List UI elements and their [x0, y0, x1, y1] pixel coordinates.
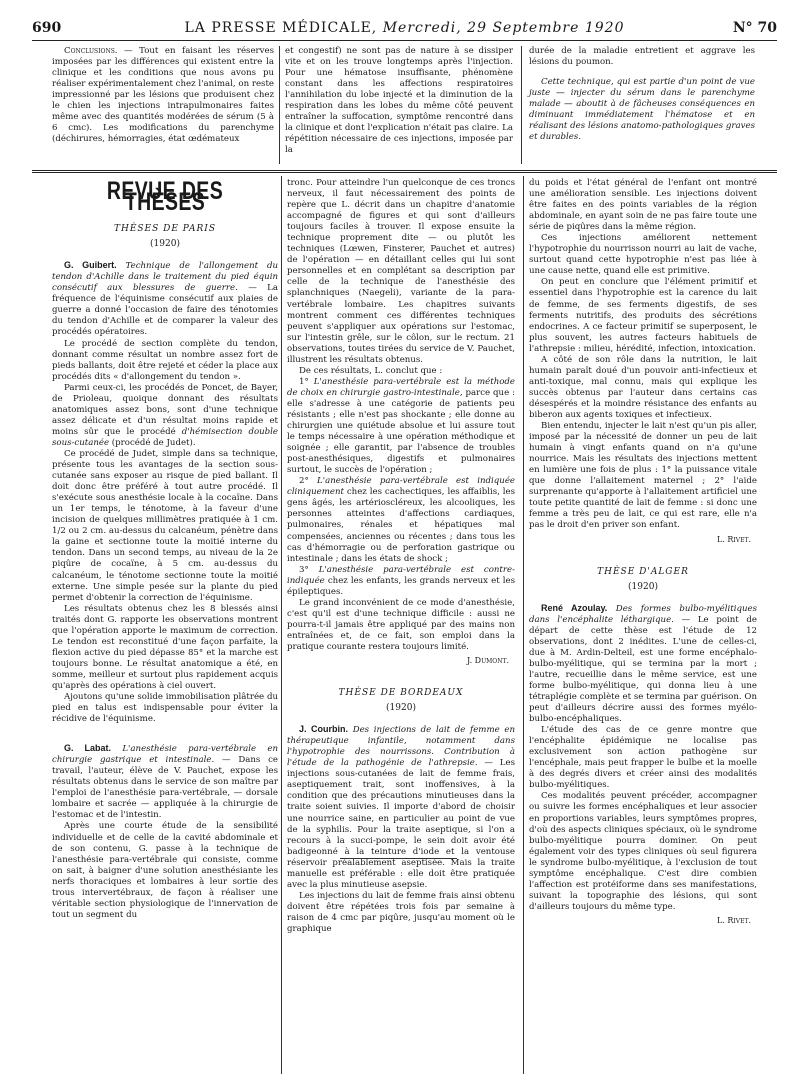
section-heading: THÈSES DE PARIS	[113, 224, 217, 235]
paragraph: 3° L'anesthésie para-vertébrale est contre-indiquée chez les enfants, les grands nerveux et les épileptiques.	[287, 564, 515, 597]
section-year: (1920)	[386, 703, 416, 714]
section-year: (1920)	[628, 581, 658, 592]
paragraph: Ces modalités peuvent précéder, accompagner ou suivre les formes encéphaliques et leur associer en proportions variables, leurs symptômes propres, d'où des aspects cliniques spéciaux, où le syndrome bulbo-myélitique pourra dominer. On peut également voir des types cliniques où seul figurera le syndrome bulbo-myélitique, à l'exclusion de tout symptôme encéphalique. C'est dire combien l'affection est protéiforme dans ses manifestations, suivant la topographie des lésions, qui sont d'ailleurs toujours du même type.	[529, 791, 757, 912]
thesis-title: Des injections de lait de femme en thérapeutique infantile, notamment dans l'hypotrophie des nourrissons. Contribution à l'étude de la pathogénie de l'athrepsie.	[287, 725, 516, 769]
paragraph: Le grand inconvénient de ce mode d'anesthésie, c'est qu'il est d'une technique difficile : aussi ne pourra-t-il jamais être appliqué par des mains non entraînées et, de ce fait, son emploi dans la pratique courante restera toujours limité.	[287, 597, 515, 652]
top-col3-text: durée de la maladie entretient et aggrave les lésions du poumon.	[529, 46, 755, 68]
section-rule-double	[32, 172, 777, 173]
decorative-rule	[340, 858, 457, 859]
thesis-title: Technique de l'allongement du tendon d'Achille dans le traitement du pied équin consécutif aux blessures de guerre.	[52, 261, 278, 294]
editor-note: Cette technique, qui est partie d'un point de vue juste — injecter du sérum dans le parenchyme malade — aboutit à de fâcheuses conséquences en diminuant immédiatement l'hématose et en réalisant des lésions anatomo-pathologiques graves et durables.	[529, 77, 755, 143]
paragraph: Le procédé de section complète du tendon, donnant comme résultat un nombre assez fort de pieds ballants, doit être rejeté et céder la place aux procédés dits « d'allongement du tendon ».	[52, 338, 278, 382]
column-divider	[281, 176, 282, 1074]
section-heading: THÈSE D'ALGER	[597, 566, 689, 577]
author-name: J. Courbin.	[299, 724, 348, 735]
paragraph: — Le point de départ de cette thèse est l'étude de 12 observations, dont 2 inédites. L'une de celles-ci, due à M. Ardin-Delteil, est une forme encéphalo-bulbo-myélitique, qui se termina par la mort ; l'autre, recueillie dans le même service, est une forme bulbo-myélitique, qui donna lieu à une tétraplégie complète et se termina par guérison. On peut d'ailleurs décrire aussi des formes myélo-bulbo-encéphaliques.	[529, 614, 757, 725]
column-divider	[521, 46, 522, 164]
page-header	[32, 20, 777, 40]
top-column-3	[529, 46, 755, 143]
paragraph: — Les injections sous-cutanées de lait de femme frais, aseptiquement trait, sont inoffensives, à la condition que des précautions minutieuses dans la traite soient suivies. Il importe d'abord de choisir une nourrice saine, en particulier au point de vue de la syphilis. Pour la traite aseptique, si l'on a recours à la succi-pompe, le sein doit avoir été badigeonné à la teinture d'iode et la ventouse réservoir préalablement aseptisée. Mais la traite manuelle est préférable : elle doit être pratiquée avec la plus minutieuse asepsie.	[287, 758, 515, 890]
signature: J. Dumont.	[467, 656, 509, 666]
paragraph: — Dans ce travail, l'auteur, élève de V. Pauchet, expose les résultats obtenus dans le service de son maître par l'emploi de l'anesthésie para-vertébrale, — dorsale lombaire et sacrée — appliquée à la chirurgie de l'estomac et de l'intestin.	[52, 755, 278, 821]
middle-column	[287, 178, 515, 935]
paragraph: On peut en conclure que l'élément primitif et essentiel dans l'hypotrophie est la carence du lait de femme, de ses ferments digestifs, de ses ferments nutritifs, des produits des sécrétions endocrines. A ce facteur primitif se superposent, le plus souvent, les autres facteurs habituels de l'athrepsie : milieu, hérédité, infection, intoxication.	[529, 277, 757, 354]
conclusions-text: — Tout en faisant les réserves imposées par les différences qui existent entre la clinique et les conditions que nous avons pu réaliser expérimentalement chez l'animal, on reste impressionné par les lésions que produisent chez le chien les injections intrapulmonaires faites même avec des quantités modérées de sérum (5 à 6 cmc). Les modifications du parenchyme (déchirures, hémorragies, état œdémateux	[52, 46, 274, 145]
paragraph: Ce procédé de Judet, simple dans sa technique, présente tous les avantages de la section sous-cutanée sans exposer au risque de pied ballant. Il doit donc être préféré à tout autre procédé. Il s'exécute sous anesthésie locale à la cocaïne. Dans un 1er temps, le ténotome, à la faveur d'une incision de quelques millimètres pratiquée à 1 cm. 1/2 ou 2 cm. au-dessus du calcanéum, pénètre dans la gaine et sectionne toute la moitié interne du tendon. Dans un second temps, au niveau de la 2e piqûre de cocaïne, à 5 cm. au-dessus du calcanéum, le ténotome sectionne toute la moitié externe. Une simple pesée sur la plante du pied permet d'obtenir la correction de l'équinisme.	[52, 448, 278, 603]
paragraph: Ces injections améliorent nettement l'hypotrophie du nourrisson nourri au lait de vache, surtout quand cette hypotrophie n'est pas liée à une cause nette, quand elle est primitive.	[529, 233, 757, 277]
top-column-1	[52, 46, 274, 145]
paragraph: — La fréquence de l'équinisme consécutif aux plaies de guerre a donné l'occasion de faire des ténotomies du tendon d'Achille et de comparer la valeur des procédés opératoires.	[52, 283, 278, 338]
author-name: G. Guibert.	[64, 260, 117, 271]
paragraph: Après une courte étude de la sensibilité individuelle et de celle de la cavité abdominale et de son contenu, G. passe à la technique de l'anesthésie para-vertébrale qui consiste, comme on sait, à baigner d'une solution anesthésiante les nerfs thoraciques et lombaires à leur sortie des trous intervertébraux, de façon à réaliser une véritable section physiologique de l'innervation de tout un segment du	[52, 821, 278, 920]
journal-name: LA PRESSE MÉDICALE,	[184, 20, 378, 36]
paragraph: Les résultats obtenus chez les 8 blessés ainsi traités dont G. rapporte les observations montrent que l'opération apporte le maximum de correction. Le tendon est reconstitué d'une façon parfaite, la flexion active du pied dépasse 85° et la marche est toujours bonne. Le résultat anatomique a été, en somme, meilleur et surtout plus rapidement acquis qu'après des opérations à ciel ouvert.	[52, 603, 278, 691]
paragraph: tronc. Pour atteindre l'un quelconque de ces troncs nerveux, il faut nécessairement des points de repère que L. décrit dans un chapitre d'anatomie accompagné de figures et qui sont d'ailleurs toujours faciles à trouver. Il expose ensuite la technique proprement dite — ou plutôt les techniques (Lœwen, Finsterer, Pauchet et autres) de l'opération — en détaillant celles qui lui sont personnelles et en complétant sa description par celle de la technique de l'anesthésie des splanchniques (Naegeli), variante de la para-vertébrale lombaire. Les chapitres suivants montrent comment ces différentes techniques peuvent s'appliquer aux opérations sur l'estomac, sur l'intestin grêle, sur le côlon, sur le rectum. 21 observations, toutes tirées du service de V. Pauchet, illustrent les résultats obtenus.	[287, 178, 515, 365]
top-col2-text: et congestif) ne sont pas de nature à se dissiper vite et on les trouve longtemps après l'injection. Pour une hématose insuffisante, phénomène constant dans les affections respiratoires l'annihilation du lobe injecté et la diminution de la respiration dans les lobes du même côté peuvent entraîner la suffocation, symptôme rencontré dans la clinique et dont l'explication n'était pas claire. La répétition nécessaire de ces injections, imposée par la	[285, 46, 513, 156]
top-column-2	[285, 46, 513, 156]
thesis-title: L'anesthésie para-vertébrale en chirurgie gastrique et intestinale.	[52, 744, 278, 766]
paragraph: Les injections du lait de femme frais ainsi obtenu doivent être répétées trois fois par semaine à raison de 4 cmc par piqûre, jusqu'au moment où le graphique	[287, 890, 515, 934]
paragraph: 2° L'anesthésie para-vertébrale est indiquée cliniquement chez les cachectiques, les affaiblis, les gens âgés, les artérioscléreux, les alcooliques, les personnes atteintes d'affections cardiaques, pulmonaires, rénales et hépatiques mal compensées, anciennes ou récentes ; dans tous les cas d'hémorragie ou de perforation gastrique ou intestinale ; dans les états de shock ;	[287, 476, 516, 564]
author-name: René Azoulay.	[541, 602, 608, 613]
signature: L. Rivet.	[716, 534, 751, 544]
signature: L. Rivet.	[716, 915, 751, 925]
page-number: 690	[32, 20, 62, 36]
journal-title	[32, 20, 777, 36]
issue-number: N° 70	[732, 20, 777, 36]
thesis-title: Des formes bulbo-myélitiques dans l'encéphalite léthargique.	[529, 603, 758, 625]
paragraph: Bien entendu, injecter le lait n'est qu'un pis aller, imposé par la nécessité de donner un peu de lait humain à vingt enfants quand on n'a qu'une nourrice. Mais les résultats des injections mettent en lumière une fois de plus : 1° la puissance vitale que donne l'allaitement maternel ; 2° l'aide surprenante qu'apporte à l'allaitement artificiel une toute petite quantité de lait de femme : si donc une femme a très peu de lait, ce qui est rare, elle n'a pas le droit d'en priver son enfant.	[529, 421, 757, 531]
section-rule	[32, 170, 777, 171]
paragraph: Parmi ceux-ci, les procédés de Poncet, de Bayer, de Prioleau, quoique donnant des résultats anatomiques assez bons, sont d'une technique assez délicate et d'un résultat moins rapide et moins sûr que le procédé d'hémisection double sous-cutanée (procédé de Judet).	[52, 382, 278, 448]
conclusions-label: Conclusions.	[64, 46, 118, 56]
section-year: (1920)	[150, 239, 180, 250]
column-divider	[523, 176, 524, 1074]
column-divider	[279, 46, 280, 164]
paragraph: du poids et l'état général de l'enfant ont montré une amélioration sensible. Les injections doivent être faites en des points variables de la région abdominale, en ayant soin de ne pas faire toute une série de piqûres dans la même région.	[529, 178, 757, 233]
revue-title: REVUE DES THÈSES	[106, 177, 224, 217]
right-column	[529, 178, 757, 926]
paragraph: 1° L'anesthésie para-vertébrale est la méthode de choix en chirurgie gastro-intestinale, parce que : elle s'adresse à une catégorie de patients peu résistants ; elle n'est pas shockante ; elle donne au chirurgien une quiétude absolue et lui assure tout le temps nécessaire à une opération méthodique et soignée ; elle garantit, par l'absence de troubles post-anesthésiques, digestifs et pulmonaires surtout, le succès de l'opération ;	[287, 376, 515, 476]
paragraph: L'étude des cas de ce genre montre que l'encéphalite épidémique ne localise pas exclusivement son action pathogène sur l'encéphale, mais peut frapper le bulbe et la moelle à des degrés divers et créer ainsi des modalités bulbo-myélitiques.	[529, 725, 757, 791]
section-heading: THÈSE DE BORDEAUX	[338, 688, 464, 699]
paragraph: De ces résultats, L. conclut que :	[299, 365, 443, 376]
header-rule	[32, 40, 777, 41]
left-column	[52, 176, 278, 921]
paragraph: Ajoutons qu'une solide immobilisation plâtrée du pied en talus est indispensable pour éviter la récidive de l'équinisme.	[52, 692, 278, 725]
issue-date: Mercredi, 29 Septembre 1920	[382, 20, 625, 36]
paragraph: A côté de son rôle dans la nutrition, le lait humain paraît doué d'un pouvoir anti-infectieux et anti-toxique, mal connu, mais qui explique les succès obtenus par l'auteur dans certains cas désespérés et la moindre résistance des enfants au biberon aux agents toxiques et infectieux.	[529, 354, 757, 420]
author-name: G. Labat.	[64, 743, 112, 754]
